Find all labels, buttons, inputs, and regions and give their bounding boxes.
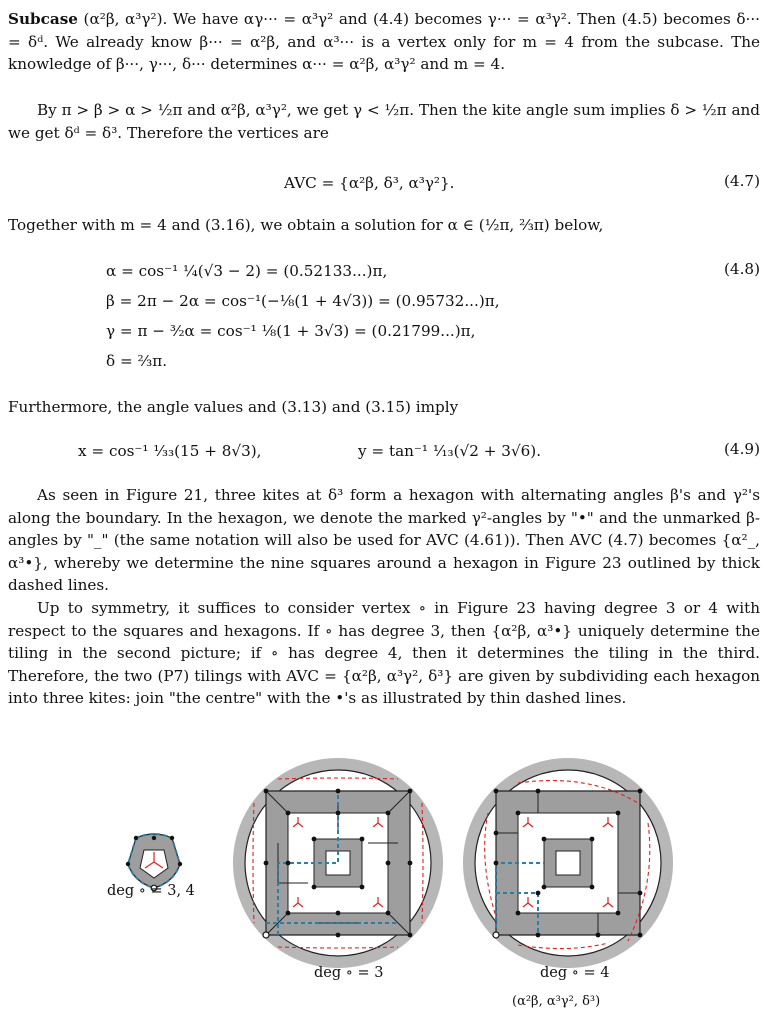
caption-deg3: deg ∘ = 3 bbox=[314, 965, 384, 981]
caption-deg4: deg ∘ = 4 bbox=[540, 965, 610, 981]
symmetry-text: Up to symmetry, it suffices to consider vertex ∘ in Figure 23 having degree 3 or 4 with respect to the squares and hexagons. If ∘ has degree 3, then {α²β, α³•} uniquely determine the tiling in the second picture; if ∘ has degree 4, then it determines the tiling in the third. Therefore, the two (P7) tilings with AVC = {α²β, α³γ², δ³} are given by subdividing each hexagon into three kites: join "the centre" with the •'s as illustrated by thin dashed lines. bbox=[8, 599, 760, 708]
paragraph-hexagon bbox=[8, 484, 760, 597]
equation-number-4-7: (4.7) bbox=[723, 172, 760, 190]
equation-gamma: γ = π − ³⁄₂α = cos⁻¹ ⅛(1 + 3√3) = (0.21799...)π, bbox=[106, 322, 476, 340]
angle-bounds-text: By π > β > α > ½π and α²β, α³γ², we get γ < ½π. Then the kite angle sum implies δ > ½π and we get δᵈ = δ³. Therefore the vertices are bbox=[8, 101, 761, 142]
equation-number-4-9: (4.9) bbox=[723, 440, 760, 458]
tiling-deg3-figure bbox=[233, 758, 443, 968]
bottom-caption-fragment: (α²β, α³γ², δ³) bbox=[512, 994, 601, 1009]
vertex-circle-marker bbox=[263, 932, 269, 938]
vertex-circle-marker bbox=[493, 932, 499, 938]
paragraph-angle-bounds bbox=[8, 99, 760, 144]
furthermore-text: Furthermore, the angle values and (3.13) and (3.15) imply bbox=[8, 398, 459, 416]
caption-small-figure: deg ∘ = 3, 4 bbox=[107, 883, 195, 899]
subcase-heading: Subcase bbox=[8, 10, 78, 28]
figure-23 bbox=[0, 750, 768, 1012]
equation-beta: β = 2π − 2α = cos⁻¹(−⅛(1 + 4√3)) = (0.95732...)π, bbox=[106, 292, 500, 310]
paragraph-furthermore bbox=[8, 396, 760, 419]
hexagon-text: As seen in Figure 21, three kites at δ³ form a hexagon with alternating angles β's and γ²'s along the boundary. In the hexagon, we denote the marked γ²-angles by "•" and the unmarked β-angles by "_" (the same notation will also be used for AVC (4.61)). Then AVC (4.7) becomes {α²_, α³•}, whereby we determine the nine squares around a hexagon in Figure 23 outlined by thick dashed lines. bbox=[8, 486, 760, 595]
paragraph-subcase bbox=[8, 8, 760, 76]
solution-intro-text: Together with m = 4 and (3.16), we obtain a solution for α ∈ (½π, ⅔π) below, bbox=[8, 216, 604, 234]
tiling-deg4-figure bbox=[463, 758, 673, 968]
subcase-text: Subcase (α²β, α³γ²). We have αγ··· = α³γ² and (4.4) becomes γ··· = α³γ². Then (4.5) becomes δ··· = δᵈ. We already know β··· = α²β, and α³··· is a vertex only for m = 4 from the subcase. The knowledge of β···, γ···, δ··· determines α··· = α²β, α³γ² and m = 4. bbox=[8, 10, 760, 74]
equation-x: x = cos⁻¹ ¹⁄₃₃(15 + 8√3), bbox=[78, 442, 262, 460]
paragraph-solution-intro bbox=[8, 214, 760, 237]
equation-alpha: α = cos⁻¹ ¼(√3 − 2) = (0.52133...)π, bbox=[106, 262, 388, 280]
equation-number-4-8: (4.8) bbox=[723, 260, 760, 278]
equation-delta: δ = ⅔π. bbox=[106, 352, 168, 370]
equation-avc: AVC = {α²β, δ³, α³γ²}. bbox=[284, 174, 455, 192]
paragraph-symmetry bbox=[8, 597, 760, 710]
equation-y: y = tan⁻¹ ¹⁄₁₃(√2 + 3√6). bbox=[358, 442, 542, 460]
